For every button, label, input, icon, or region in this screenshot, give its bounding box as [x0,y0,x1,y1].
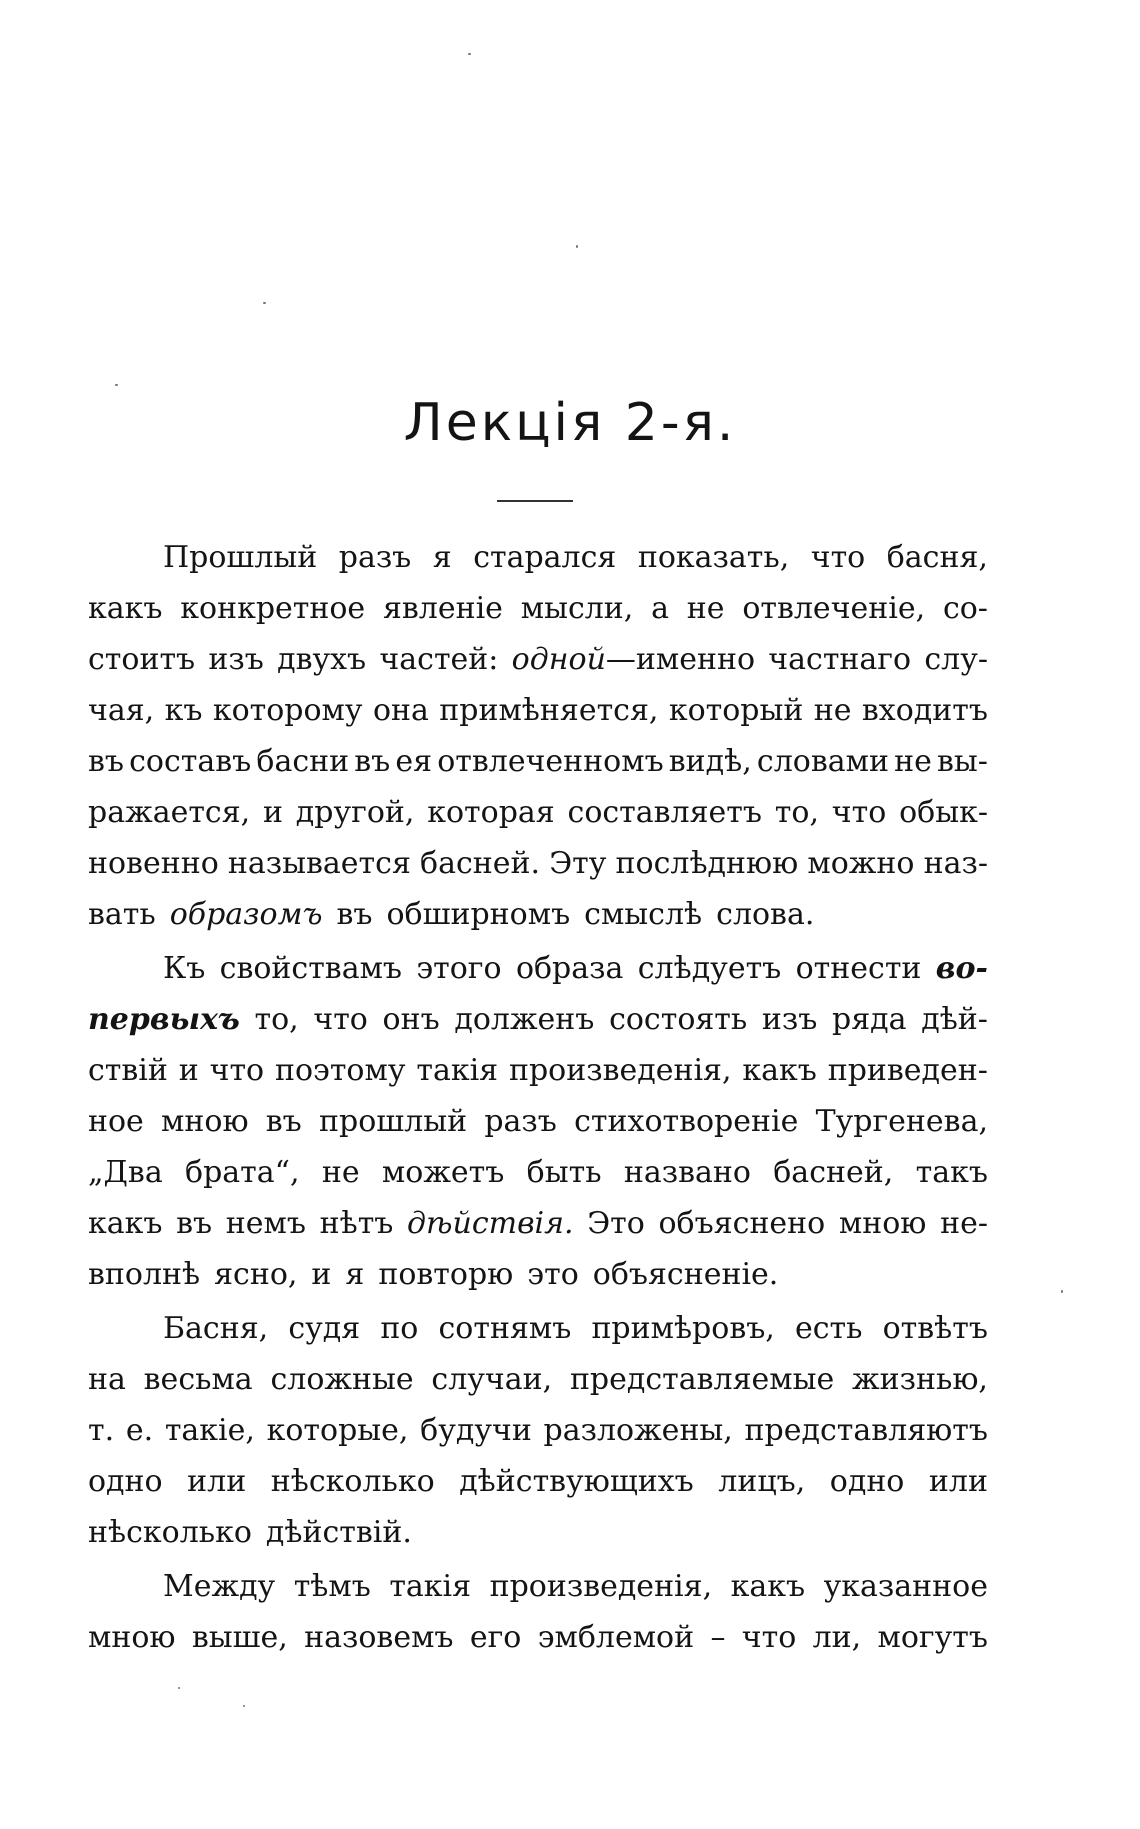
word: произведенія, [508,1053,732,1088]
text-line [88,1096,988,1147]
print-speck [178,1687,180,1689]
word: частей: [379,642,499,677]
word: прошлый [319,1104,468,1139]
word: словами [756,744,889,779]
word: первыхъ [88,1002,240,1037]
paragraph [88,943,988,1300]
word: разъ [338,540,412,575]
word: басней, [773,1155,894,1190]
word: быть [526,1155,602,1190]
word: повторю [378,1257,514,1292]
word: названо [623,1155,751,1190]
paragraph [88,1303,988,1558]
word: долженъ [454,1002,595,1037]
word: такъ [915,1155,988,1190]
word: этого [416,951,502,986]
word: въ [354,744,391,779]
word: нѣсколько [270,1464,435,1499]
word: видѣ, [668,744,752,779]
word: которому [212,693,363,728]
text-line [88,532,988,583]
word: къ [164,693,203,728]
word: какъ [88,591,163,626]
text-line [88,1405,988,1456]
word: сложные [270,1362,414,1397]
word: онъ [382,1002,440,1037]
word: какъ [88,1206,163,1241]
word: свойствамъ [219,951,402,986]
word: немъ [225,1206,306,1241]
word: представляемые [569,1362,835,1397]
word: обширномъ [386,897,571,932]
word: его [469,1620,522,1655]
word: басня, [886,540,988,575]
word: мысли, [520,591,634,626]
word: со- [942,591,988,626]
word: вы- [936,744,988,779]
word: мною [88,1620,176,1655]
word: сотнямъ [438,1311,572,1346]
word: нѣтъ [319,1206,394,1241]
word: въ [336,897,373,932]
word: примѣняется, [439,693,659,728]
lecture-body [88,532,988,1666]
word: не [321,1155,360,1190]
word: дѣйствій. [265,1515,412,1550]
word: чая, [88,693,155,728]
word: одно [829,1464,905,1499]
word: въ [88,744,124,779]
print-speck [576,245,578,248]
word: называется [227,846,411,881]
word: такія [389,1569,472,1604]
text-line [88,685,988,736]
word: объясненіе. [592,1257,779,1292]
word: образа [515,951,624,986]
text-line [88,838,988,889]
word: другой, [295,795,415,830]
word: Эту [549,846,607,881]
word: послѣднюю [615,846,799,881]
word: разъ [484,1104,557,1139]
word: ное [88,1104,144,1139]
word: наз- [923,846,988,881]
word: примѣровъ, [591,1311,775,1346]
word: образомъ [169,897,323,932]
word: не [686,591,725,626]
paragraph [88,532,988,940]
word: не- [940,1206,988,1241]
print-speck [243,1705,245,1707]
word: указанное [823,1569,988,1604]
word: двухъ [277,642,367,677]
word: по [380,1311,419,1346]
text-line [88,1561,988,1612]
word: слова. [716,897,815,932]
word: или [928,1464,988,1499]
word: ряда [832,1002,907,1037]
word: на [88,1362,126,1397]
word: какъ [730,1569,806,1604]
word: объяснено [658,1206,826,1241]
word: изъ [208,642,264,677]
word: басней. [420,846,541,881]
word: тѣмъ [293,1569,371,1604]
word: слу- [924,642,988,677]
word: то, [774,795,819,830]
word: стоитъ [88,642,196,677]
text-line [88,1612,988,1663]
word: – [710,1620,726,1655]
word: будучи [420,1413,532,1448]
word: Прошлый [163,540,318,575]
word: брата“, [185,1155,300,1190]
word: е. [125,1413,154,1448]
text-line [88,994,988,1045]
word: одной—именно [511,642,756,677]
word: весьма [143,1362,253,1397]
word: дѣйствія. [407,1206,574,1241]
paragraph [88,1561,988,1663]
word: ли, [812,1620,862,1655]
word: старался [473,540,617,575]
word: во- [935,951,988,986]
text-line [88,1249,988,1300]
word: то, [254,1002,299,1037]
text-line [88,943,988,994]
word: мною [838,1206,927,1241]
word: составляетъ [567,795,762,830]
word: а [651,591,670,626]
word: Къ [163,951,206,986]
word: „Два [88,1155,163,1190]
word: Басня, [163,1311,269,1346]
word: судя [288,1311,361,1346]
word: и [311,1257,332,1292]
print-speck [1061,1290,1063,1293]
text-line [88,736,988,787]
word: назовемъ [304,1620,454,1655]
word: что [810,540,866,575]
text-line [88,1198,988,1249]
word: состоять [609,1002,748,1037]
word: вполнѣ [88,1257,201,1292]
word: обык- [899,795,988,830]
text-line [88,1456,988,1507]
word: она [372,693,429,728]
text-line [88,889,988,940]
word: я [432,540,452,575]
word: которая [427,795,555,830]
word: могутъ [877,1620,988,1655]
print-speck [115,384,118,386]
word: представляютъ [744,1413,988,1448]
word: или [187,1464,247,1499]
word: смыслѣ [584,897,703,932]
word: ясно, [214,1257,298,1292]
print-speck [263,302,266,304]
word: Тургенева, [815,1104,988,1139]
word: входитъ [861,693,988,728]
word: какъ [742,1053,817,1088]
word: такіе, [164,1413,255,1448]
word: отвлеченіе, [742,591,926,626]
word: слѣдуетъ [637,951,782,986]
word: вать [88,897,156,932]
text-line [88,583,988,634]
word: и [262,795,283,830]
word: Это [587,1206,645,1241]
word: не [813,693,852,728]
word: которые, [266,1413,409,1448]
word: новенно [88,846,219,881]
word: дѣй- [921,1002,988,1037]
word: выше, [191,1620,288,1655]
word: поэтому [274,1053,406,1088]
word: разложены, [543,1413,733,1448]
word: можно [807,846,915,881]
word: я [345,1257,365,1292]
word: въ [176,1206,213,1241]
word: который [668,693,804,728]
word: жизнью, [852,1362,988,1397]
word: что [831,795,887,830]
word: ея [395,744,433,779]
word: нѣсколько [88,1515,252,1550]
word: что [741,1620,797,1655]
word: конкретное [180,591,366,626]
word: Между [163,1569,276,1604]
word: ражается, [88,795,251,830]
text-line [88,787,988,838]
word: и [178,1053,199,1088]
word: эмблемой [537,1620,695,1655]
word: есть [794,1311,863,1346]
text-line [88,1507,988,1558]
word: отнести [795,951,922,986]
word: ствій [88,1053,168,1088]
word: это [527,1257,579,1292]
word: частнаго [768,642,912,677]
word: отвѣтъ [882,1311,988,1346]
word: одно [88,1464,163,1499]
word: что [209,1053,265,1088]
word: въ [265,1104,302,1139]
word: дѣйствующихъ [459,1464,694,1499]
word: что [313,1002,368,1037]
word: лицъ, [718,1464,806,1499]
text-line [88,1303,988,1354]
text-line [88,1045,988,1096]
title-rule [497,500,573,502]
word: такія [416,1053,499,1088]
text-line [88,1147,988,1198]
word: составъ [129,744,252,779]
word: приведен- [827,1053,988,1088]
word: показать, [637,540,790,575]
word: басни [256,744,350,779]
word: случаи, [431,1362,553,1397]
word: можетъ [381,1155,505,1190]
text-line [88,1354,988,1405]
word: отвлеченномъ [437,744,664,779]
word: стихотвореніе [574,1104,799,1139]
text-line [88,634,988,685]
lecture-title: Лекція 2-я. [403,393,737,453]
word: мною [161,1104,249,1139]
print-speck [468,53,471,55]
word: явленіе [382,591,503,626]
word: изъ [761,1002,818,1037]
word: произведенія, [489,1569,713,1604]
word: не [894,744,932,779]
word: т. [88,1413,115,1448]
